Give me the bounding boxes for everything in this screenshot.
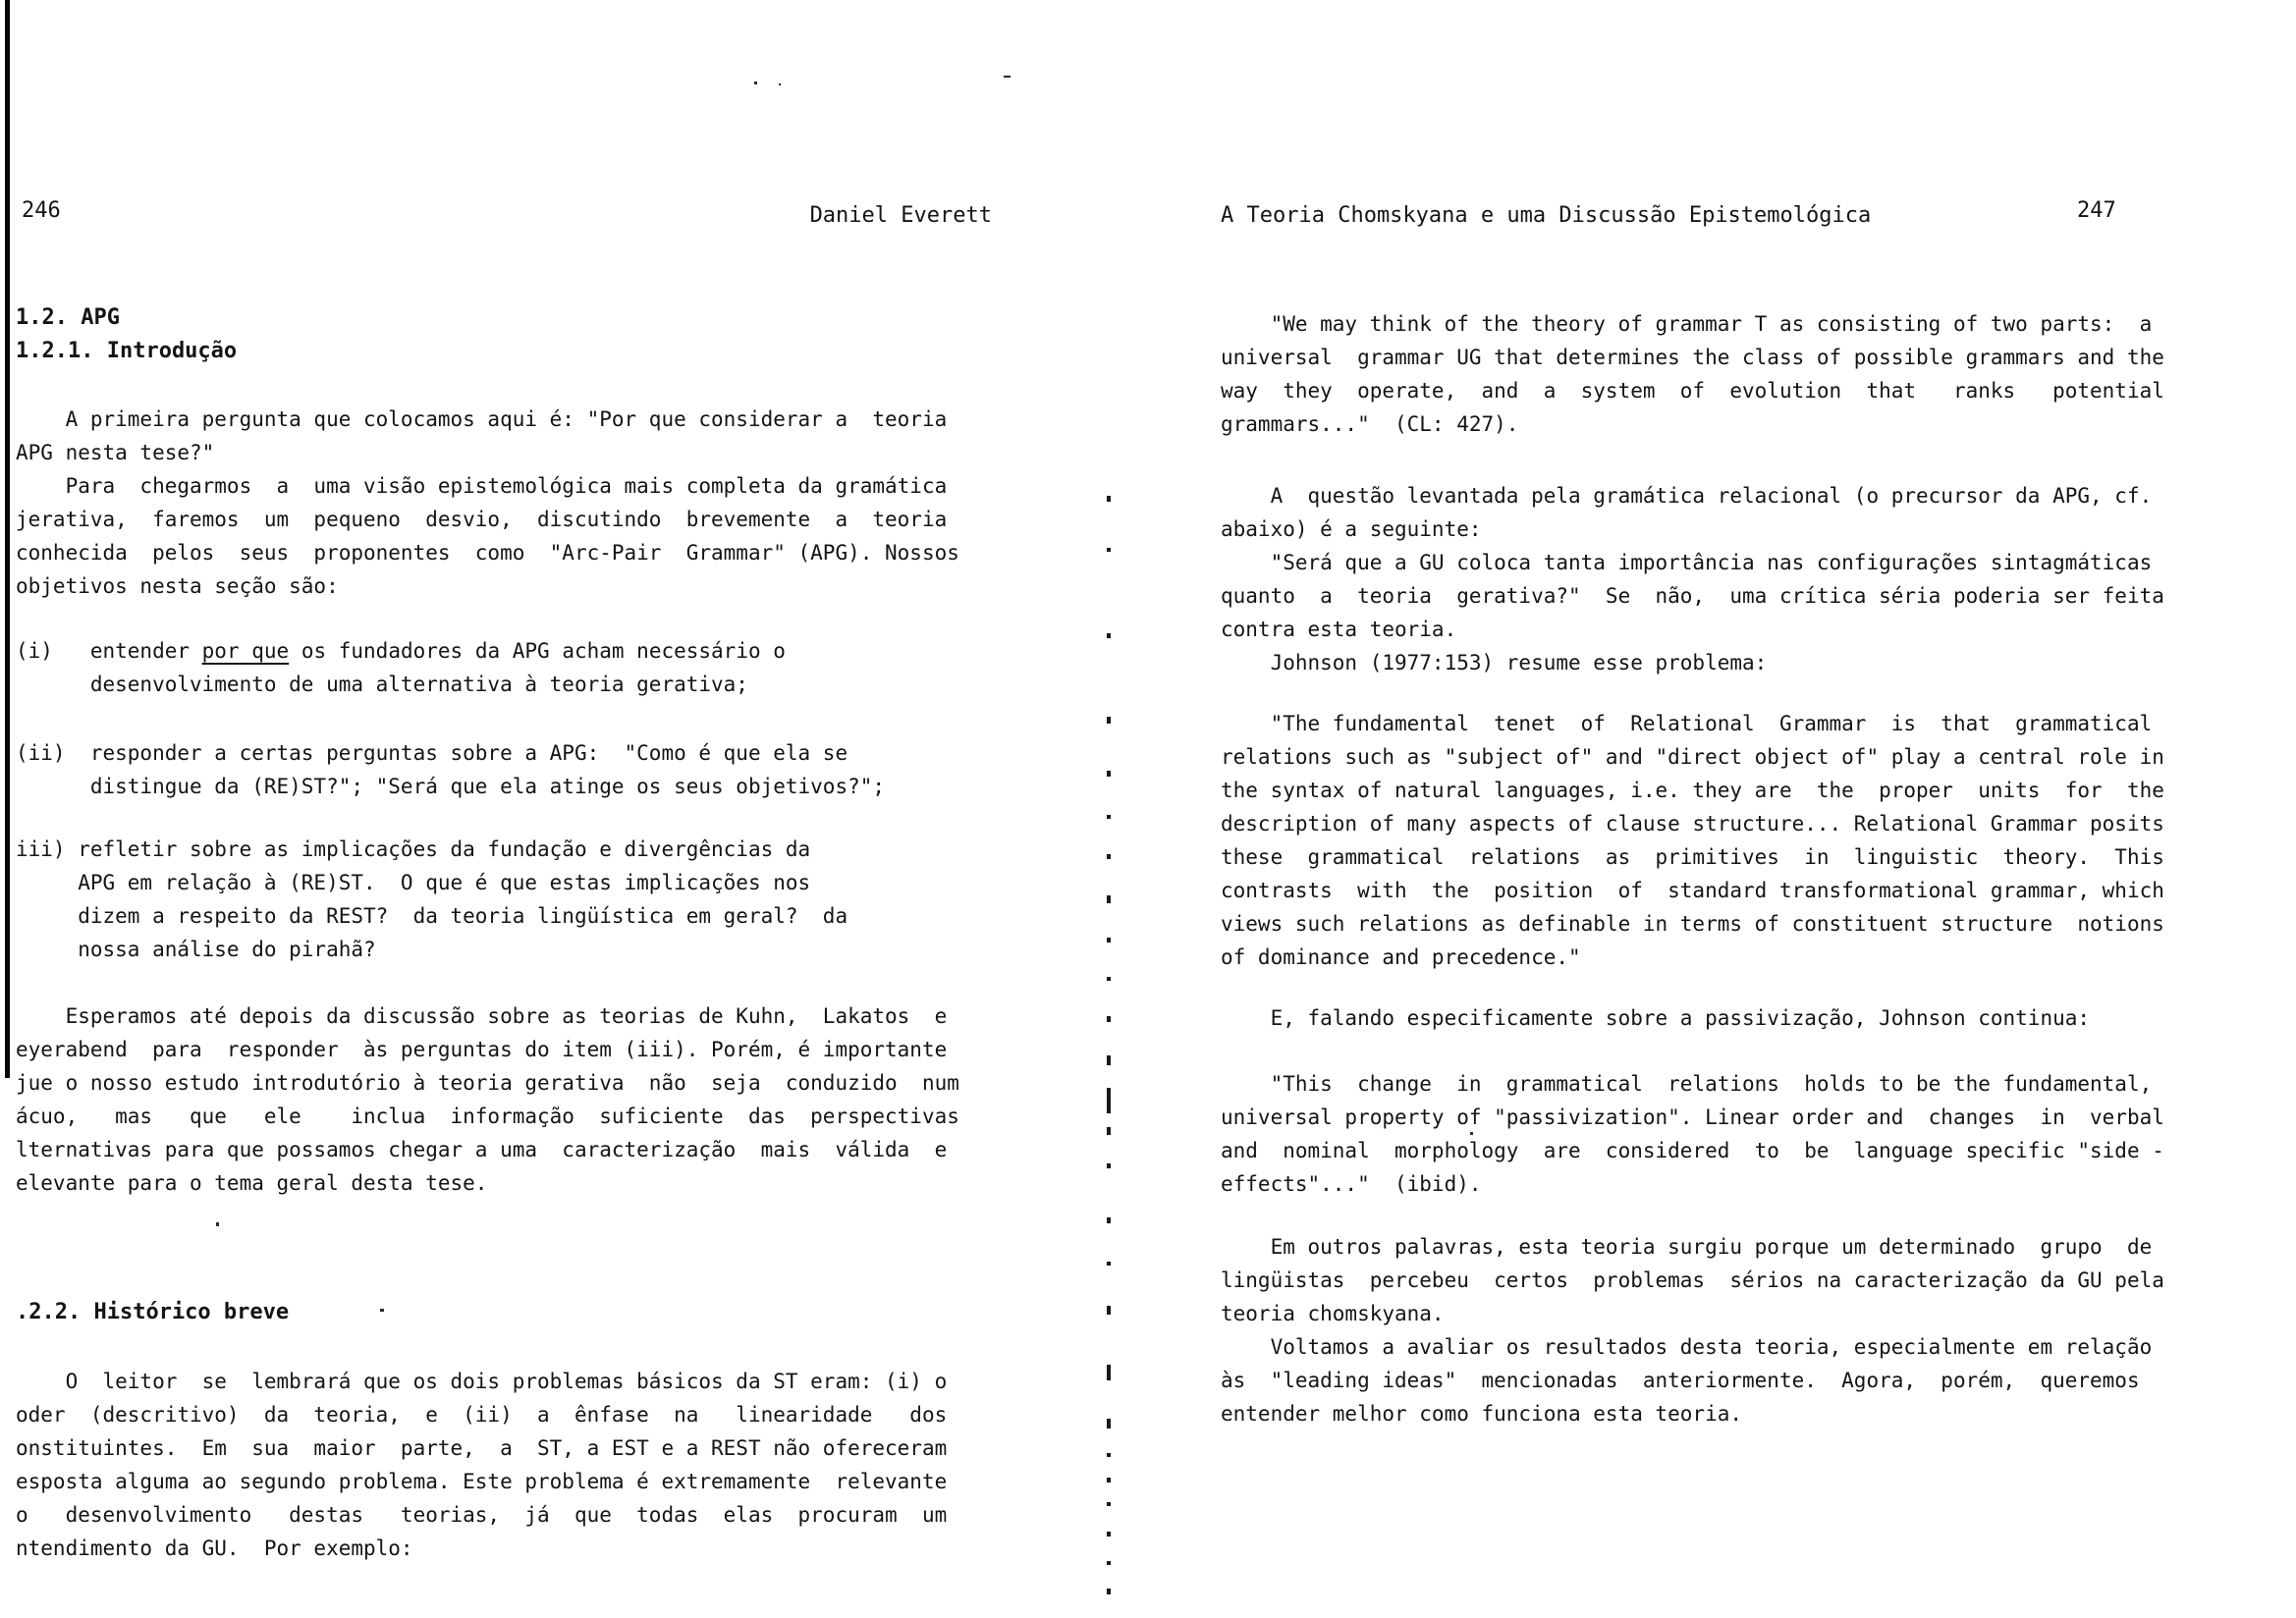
text-line: abaixo) é a seguinte: bbox=[1221, 517, 1482, 541]
gutter-mark bbox=[1107, 1262, 1111, 1266]
text-line: elevante para o tema geral desta tese. bbox=[16, 1171, 488, 1195]
text-line: jue o nosso estudo introdutório à teoria gerativa não seja conduzido num bbox=[16, 1071, 959, 1095]
right-page-number: 247 bbox=[2077, 198, 2116, 223]
text-line: Esperamos até depois da discussão sobre as teorias de Kuhn, Lakatos e bbox=[16, 1004, 948, 1028]
text-line: às "leading ideas" mencionadas anteriormente. Agora, porém, queremos bbox=[1221, 1369, 2140, 1392]
text-line: "Será que a GU coloca tanta importância nas configurações sintagmáticas bbox=[1221, 551, 2153, 574]
text-line: APG em relação à (RE)ST. O que é que estas implicações nos bbox=[16, 871, 811, 894]
quote-we-may-think bbox=[1221, 307, 2164, 441]
scan-speck bbox=[754, 81, 757, 84]
text-line: APG nesta tese?" bbox=[16, 441, 215, 464]
quote-fundamental-tenet bbox=[1221, 707, 2164, 974]
scan-speck bbox=[779, 83, 781, 85]
scan-speck bbox=[216, 1222, 219, 1226]
text-line: jerativa, faremos um pequeno desvio, discutindo brevemente a teoria bbox=[16, 508, 948, 531]
gutter-mark bbox=[1107, 1589, 1111, 1594]
gutter-mark bbox=[1107, 1561, 1111, 1565]
text-line: grammars..." (CL: 427). bbox=[1221, 412, 1519, 436]
text-line: lingüistas percebeu certos problemas sérios na caracterização da GU pela bbox=[1221, 1268, 2164, 1292]
scan-speck bbox=[1470, 1132, 1473, 1135]
left-running-header: Daniel Everett bbox=[809, 203, 992, 228]
text-line: contra esta teoria. bbox=[1221, 618, 1457, 641]
text-line: quanto a teoria gerativa?" Se não, uma crítica séria poderia ser feita bbox=[1221, 584, 2164, 608]
text-line: A primeira pergunta que colocamos aqui é: "Por que considerar a teoria bbox=[16, 407, 948, 431]
text-line: effects"..." (ibid). bbox=[1221, 1172, 1482, 1196]
text-line: contrasts with the position of standard transformational grammar, which bbox=[1221, 879, 2164, 902]
gutter-mark bbox=[1107, 1163, 1111, 1168]
text-line: Para chegarmos a uma visão epistemológica mais completa da gramática bbox=[16, 474, 948, 498]
gutter-mark bbox=[1107, 1217, 1111, 1223]
text-line: Voltamos a avaliar os resultados desta teoria, especialmente em relação bbox=[1221, 1335, 2153, 1359]
gutter-mark bbox=[1107, 1127, 1111, 1135]
gutter-mark bbox=[1107, 854, 1111, 859]
text-line: 1.2.1. Introdução bbox=[16, 339, 238, 363]
text-line: teoria chomskyana. bbox=[1221, 1302, 1445, 1325]
text-line: lternativas para que possamos chegar a uma caracterização mais válida e bbox=[16, 1138, 948, 1161]
text-line: oder (descritivo) da teoria, e (ii) a ênfase na linearidade dos bbox=[16, 1403, 948, 1427]
left-page-number: 246 bbox=[22, 198, 61, 223]
gutter-mark bbox=[1107, 1532, 1111, 1537]
list-item-ii bbox=[16, 736, 885, 803]
text-line: (i) entender por que os fundadores da APG acham necessário o bbox=[16, 639, 786, 663]
text-line: E, falando especificamente sobre a passivização, Johnson continua: bbox=[1221, 1006, 2091, 1030]
gutter-mark bbox=[1107, 1306, 1111, 1315]
paragraph-o-leitor bbox=[16, 1365, 947, 1565]
text-line: of dominance and precedence." bbox=[1221, 945, 1581, 969]
section-heading-2-2 bbox=[16, 1296, 289, 1329]
text-line: universal grammar UG that determines the class of possible grammars and the bbox=[1221, 346, 2164, 369]
scan-edge-line bbox=[5, 0, 10, 1078]
list-item-i bbox=[16, 634, 786, 701]
text-line: Johnson (1977:153) resume esse problema: bbox=[1221, 651, 1768, 674]
text-line: way they operate, and a system of evolution that ranks potential bbox=[1221, 379, 2164, 403]
scan-speck bbox=[1004, 76, 1011, 78]
gutter-mark bbox=[1107, 548, 1111, 552]
gutter-mark bbox=[1107, 1088, 1111, 1113]
text-line: o desenvolvimento destas teorias, já que todas elas procuram um bbox=[16, 1503, 948, 1527]
text-line: desenvolvimento de uma alternativa à teoria gerativa; bbox=[16, 673, 748, 696]
list-item-iii bbox=[16, 833, 847, 966]
gutter-mark bbox=[1107, 1453, 1111, 1457]
text-line: relations such as "subject of" and "direct object of" play a central role in bbox=[1221, 745, 2164, 769]
text-line: the syntax of natural languages, i.e. they are the proper units for the bbox=[1221, 779, 2164, 802]
paragraph-e-falando bbox=[1221, 1001, 2090, 1035]
text-line: and nominal morphology are considered to be language specific "side - bbox=[1221, 1139, 2164, 1162]
quote-this-change bbox=[1221, 1067, 2164, 1201]
right-running-header: A Teoria Chomskyana e uma Discussão Epistemológica bbox=[1221, 203, 1872, 228]
text-line: views such relations as definable in terms of constituent structure notions bbox=[1221, 912, 2164, 936]
text-line: A questão levantada pela gramática relacional (o precursor da APG, cf. bbox=[1221, 484, 2153, 508]
text-line: entender melhor como funciona esta teoria. bbox=[1221, 1402, 1743, 1426]
text-line: distingue da (RE)ST?"; "Será que ela atinge os seus objetivos?"; bbox=[16, 775, 886, 798]
gutter-mark bbox=[1107, 815, 1111, 819]
text-line: "We may think of the theory of grammar T as consisting of two parts: a bbox=[1221, 312, 2153, 336]
paragraph-a-questao bbox=[1221, 479, 2164, 679]
scan-speck bbox=[380, 1309, 384, 1312]
text-line: .2.2. Histórico breve bbox=[16, 1300, 290, 1324]
text-line: esposta alguma ao segundo problema. Este problema é extremamente relevante bbox=[16, 1470, 948, 1493]
text-line: onstituintes. Em sua maior parte, a ST, a EST e a REST não ofereceram bbox=[16, 1436, 948, 1460]
paragraph-para-chegarmos bbox=[16, 469, 959, 603]
gutter-mark bbox=[1107, 1478, 1111, 1483]
gutter-mark bbox=[1107, 496, 1111, 502]
text-line: these grammatical relations as primitives in linguistic theory. This bbox=[1221, 845, 2164, 869]
gutter-mark bbox=[1107, 1016, 1111, 1022]
gutter-mark bbox=[1107, 1365, 1111, 1380]
text-line: description of many aspects of clause structure... Relational Grammar posits bbox=[1221, 812, 2164, 836]
paragraph-intro-question bbox=[16, 403, 947, 469]
text-line: ácuo, mas que ele inclua informação suficiente das perspectivas bbox=[16, 1105, 959, 1128]
text-line: Em outros palavras, esta teoria surgiu porque um determinado grupo de bbox=[1221, 1235, 2153, 1259]
paragraph-em-outros bbox=[1221, 1230, 2164, 1430]
text-line: universal property of "passivization". Linear order and changes in verbal bbox=[1221, 1106, 2164, 1129]
section-heading-1-2 bbox=[16, 301, 237, 368]
gutter-mark bbox=[1107, 1419, 1111, 1429]
text-line: 1.2. APG bbox=[16, 305, 120, 330]
text-line: eyerabend para responder às perguntas do item (iii). Porém, é importante bbox=[16, 1038, 948, 1061]
text-line: nossa análise do pirahã? bbox=[16, 938, 376, 961]
gutter-mark bbox=[1107, 717, 1111, 724]
gutter-mark bbox=[1107, 633, 1111, 638]
paragraph-esperamos bbox=[16, 999, 959, 1200]
gutter-mark bbox=[1107, 1055, 1111, 1065]
gutter-mark bbox=[1107, 938, 1111, 943]
text-line: (ii) responder a certas perguntas sobre a APG: "Como é que ela se bbox=[16, 741, 848, 765]
text-line: "This change in grammatical relations holds to be the fundamental, bbox=[1221, 1072, 2153, 1096]
text-line: ntendimento da GU. Por exemplo: bbox=[16, 1537, 413, 1560]
text-line: iii) refletir sobre as implicações da fundação e divergências da bbox=[16, 837, 811, 861]
gutter-mark bbox=[1107, 977, 1111, 981]
text-line: conhecida pelos seus proponentes como "Arc-Pair Grammar" (APG). Nossos bbox=[16, 541, 959, 565]
text-line: "The fundamental tenet of Relational Grammar is that grammatical bbox=[1221, 712, 2153, 735]
gutter-mark bbox=[1107, 895, 1111, 903]
text-line: O leitor se lembrará que os dois problemas básicos da ST eram: (i) o bbox=[16, 1370, 948, 1393]
gutter-mark bbox=[1107, 1502, 1111, 1506]
gutter-mark bbox=[1107, 771, 1111, 777]
text-line: objetivos nesta seção são: bbox=[16, 574, 339, 598]
text-line: dizem a respeito da REST? da teoria lingüística em geral? da bbox=[16, 904, 848, 928]
